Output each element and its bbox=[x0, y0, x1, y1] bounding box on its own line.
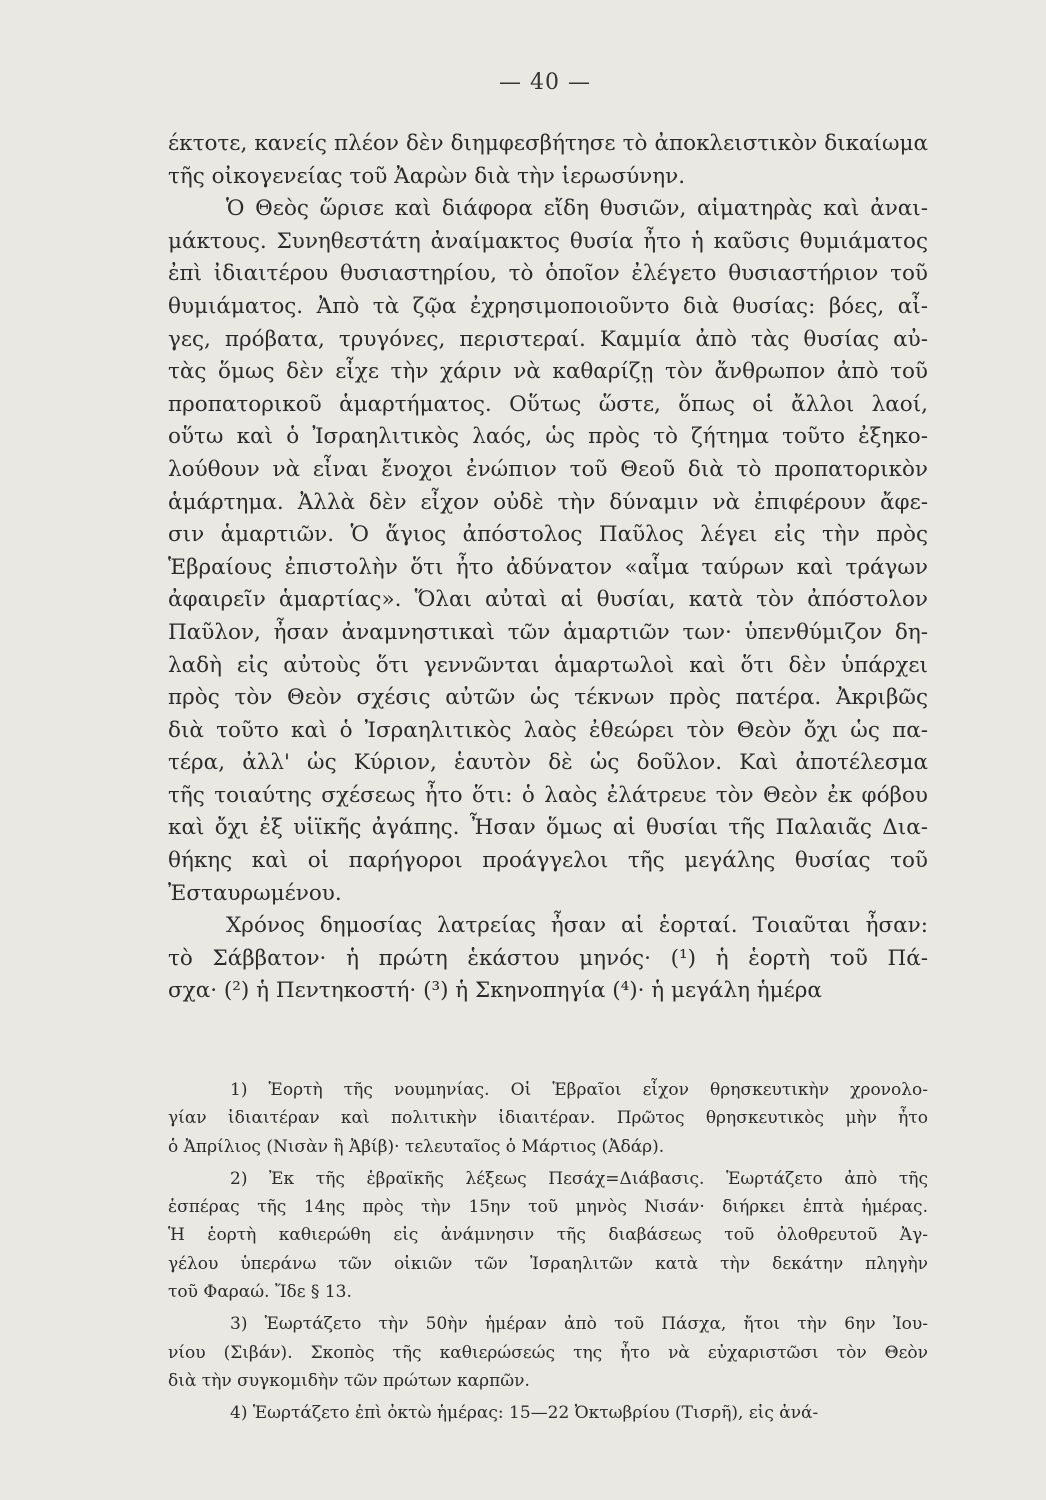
footnote-line: ὁ Ἀπρίλιος (Νισὰν ἢ Ἀβίβ)· τελευταῖος ὁ Μάρτιος (Ἀδάρ). bbox=[168, 1136, 665, 1157]
footnote-line: διὰ τὴν συγκομιδὴν τῶν πρώτων καρπῶν. bbox=[168, 1370, 530, 1391]
body-text bbox=[168, 128, 928, 1008]
body-line: λαδὴ εἰς αὐτοὺς ὅτι γεννῶνται ἁμαρτωλοὶ καὶ ὅτι δὲν ὑπάρχει bbox=[168, 652, 928, 678]
body-line: καὶ ὄχι ἐξ υἱϊκῆς ἀγάπης. Ἦσαν ὅμως αἱ θυσίαι τῆς Παλαιᾶς Δια- bbox=[168, 815, 928, 841]
footnote-line: γέλου ὑπεράνω τῶν οἰκιῶν τῶν Ἰσραηλιτῶν κατὰ τὴν δεκάτην πληγὴν bbox=[168, 1253, 928, 1274]
footnote-line: ἑσπέρας τῆς 14ης πρὸς τὴν 15ην τοῦ μηνὸς Νισάν· διήρκει ἑπτὰ ἡμέρας. bbox=[168, 1197, 928, 1218]
footnote-line: 3) Ἑωρτάζετο τὴν 50ὴν ἡμέραν ἀπὸ τοῦ Πάσχα, ἤτοι τὴν 6ην Ἰου- bbox=[230, 1314, 928, 1335]
body-line: έκτοτε, κανείς πλέον δὲν διημφεσβήτησε τὸ ἀποκλειστικὸν δικαίωμα bbox=[168, 131, 928, 156]
body-line: Ἐσταυρωμένου. bbox=[168, 880, 342, 906]
footnote-line: Ἡ ἑορτὴ καθιερώθη εἰς ἀνάμνησιν τῆς διαβάσεως τοῦ ὀλοθρευτοῦ Ἀγ- bbox=[168, 1225, 928, 1246]
page-number: — 40 — bbox=[499, 70, 591, 95]
body-line: τὰς ὅμως δὲν εἶχε τὴν χάριν νὰ καθαρίζῃ τὸν ἄνθρωπον ἀπὸ τοῦ bbox=[168, 359, 928, 385]
body-line: λούθουν νὰ εἶναι ἔνοχοι ἐνώπιον τοῦ Θεοῦ διὰ τὸ προπατορικὸν bbox=[168, 456, 928, 482]
body-line: τῆς τοιαύτης σχέσεως ἦτο ὅτι: ὁ λαὸς ἐλάτρευε τὸν Θεὸν ἐκ φόβου bbox=[168, 782, 928, 808]
body-line: τῆς οἰκογενείας τοῦ Ἀαρὼν διὰ τὴν ἱερωσύνην. bbox=[168, 163, 686, 189]
body-line: Παῦλον, ἦσαν ἀναμνηστικαὶ τῶν ἁμαρτιῶν των· ὑπενθύμιζον δη- bbox=[168, 619, 928, 645]
footnote-line: 4) Ἑωρτάζετο ἐπὶ ὀκτὼ ἡμέρας: 15—22 Ὀκτωβρίου (Τισρῆ), εἰς ἀνά- bbox=[230, 1403, 819, 1424]
body-line: Ἑβραίους ἐπιστολὴν ὅτι ἦτο ἀδύνατον «αἷμα ταύρων καὶ τράγων bbox=[168, 554, 928, 580]
footnote-line: τοῦ Φαραώ. Ἴδε § 13. bbox=[168, 1282, 352, 1303]
footnote-line: 1) Ἑορτὴ τῆς νουμηνίας. Οἱ Ἑβραῖοι εἶχον θρησκευτικὴν χρονολο- bbox=[230, 1080, 928, 1100]
body-line: θήκης καὶ οἱ παρήγοροι προάγγελοι τῆς μεγάλης θυσίας τοῦ bbox=[168, 848, 928, 874]
body-line: Ὁ Θεὸς ὥρισε καὶ διάφορα εἴδη θυσιῶν, αἱματηρὰς καὶ ἀναι- bbox=[226, 196, 928, 222]
body-line: ἁμάρτημα. Ἀλλὰ δὲν εἶχον οὐδὲ τὴν δύναμιν νὰ ἐπιφέρουν ἄφε- bbox=[168, 489, 928, 515]
body-line: σιν ἁμαρτιῶν. Ὁ ἅγιος ἀπόστολος Παῦλος λέγει εἰς τὴν πρὸς bbox=[168, 522, 928, 548]
body-line: ἐπὶ ἰδιαιτέρου θυσιαστηρίου, τὸ ὁποῖον ἐλέγετο θυσιαστήριον τοῦ bbox=[168, 261, 928, 287]
body-line: διὰ τοῦτο καὶ ὁ Ἰσραηλιτικὸς λαὸς ἐθεώρει τὸν Θεὸν ὄχι ὡς πα- bbox=[168, 717, 928, 743]
body-line: οὕτω καὶ ὁ Ἰσραηλιτικὸς λαός, ὡς πρὸς τὸ ζήτημα τοῦτο ἐξηκο- bbox=[168, 424, 928, 450]
body-line: προπατορικοῦ ἁμαρτήματος. Οὕτως ὥστε, ὅπως οἱ ἄλλοι λαοί, bbox=[168, 391, 928, 417]
body-line: Χρόνος δημοσίας λατρείας ἦσαν αἱ ἑορταί. Τοιαῦται ἦσαν: bbox=[226, 913, 928, 939]
footnote-line: 2) Ἐκ τῆς ἑβραϊκῆς λέξεως Πεσάχ=Διάβασις. Ἑωρτάζετο ἀπὸ τῆς bbox=[230, 1168, 928, 1189]
body-line: τέρα, ἀλλ' ὡς Κύριον, ἑαυτὸν δὲ ὡς δοῦλον. Καὶ ἀποτέλεσμα bbox=[168, 750, 928, 776]
body-line: σχα· (²) ἡ Πεντηκοστή· (³) ἡ Σκηνοπηγία (⁴)· ἡ μεγάλη ἡμέρα bbox=[168, 978, 822, 1004]
body-line: τὸ Σάββατον· ἡ πρώτη ἑκάστου μηνός· (¹) ἡ ἑορτὴ τοῦ Πά- bbox=[168, 945, 928, 971]
body-line: γες, πρόβατα, τρυγόνες, περιστεραί. Καμμία ἀπὸ τὰς θυσίας αὐ- bbox=[168, 326, 928, 352]
body-line: θυμιάματος. Ἀπὸ τὰ ζῷα ἐχρησιμοποιοῦντο διὰ θυσίας: βόες, αἶ- bbox=[168, 293, 928, 319]
body-line: μάκτους. Συνηθεστάτη ἀναίμακτος θυσία ἦτο ἡ καῦσις θυμιάματος bbox=[168, 228, 928, 254]
footnote-line: νίου (Σιβάν). Σκοπὸς τῆς καθιερώσεώς της ἦτο νὰ εὐχαριστῶσι τὸν Θεὸν bbox=[168, 1342, 928, 1363]
body-line: πρὸς τὸν Θεὸν σχέσις αὐτῶν ὡς τέκνων πρὸς πατέρα. Ἀκριβῶς bbox=[168, 685, 928, 711]
footnotes bbox=[168, 1076, 928, 1428]
footnote-line: γίαν ἰδιαιτέραν καὶ πολιτικὴν ἰδιαιτέραν. Πρῶτος θρησκευτικὸς μὴν ἦτο bbox=[168, 1108, 928, 1129]
body-line: ἀφαιρεῖν ἁμαρτίας». Ὅλαι αὐταὶ αἱ θυσίαι, κατὰ τὸν ἀπόστολον bbox=[168, 587, 928, 613]
